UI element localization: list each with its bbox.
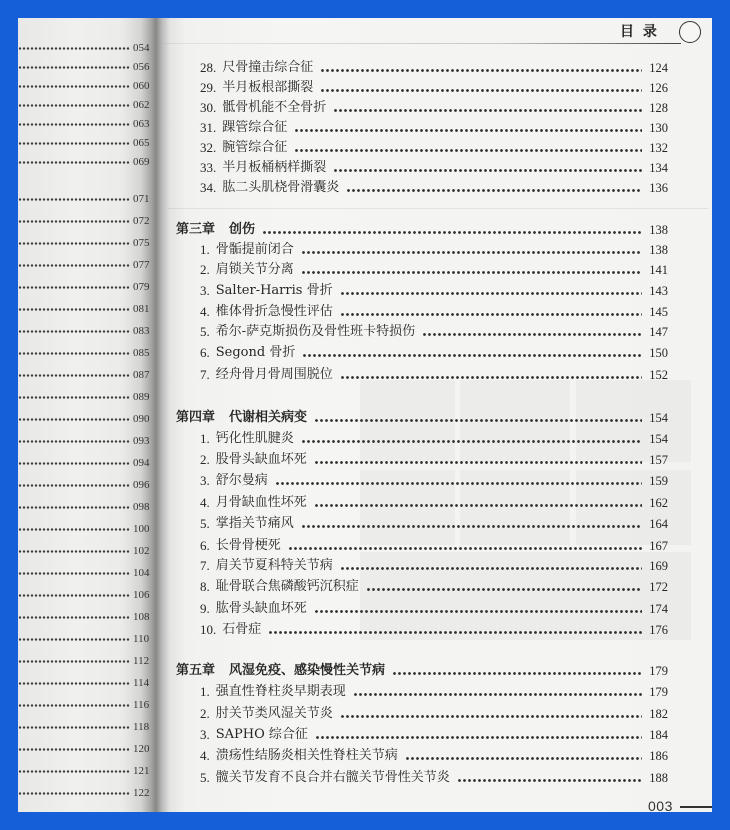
left-page-number: 096 xyxy=(133,479,150,491)
left-page-entry xyxy=(18,697,151,713)
entry-title: 希尔-萨克斯损伤及骨性班卡特损伤 xyxy=(215,324,416,339)
entry-number: 28. xyxy=(200,60,217,75)
toc-entry xyxy=(200,179,668,197)
dot-leader xyxy=(340,567,642,570)
dot-leader xyxy=(320,89,642,92)
left-page-entry xyxy=(18,477,151,493)
left-page-entry xyxy=(18,59,151,75)
left-page-entry xyxy=(18,301,151,317)
entry-number: 5. xyxy=(200,324,210,339)
dot-leader xyxy=(18,104,130,107)
dot-leader xyxy=(18,352,130,355)
left-page-entry xyxy=(18,97,151,113)
toc-entry xyxy=(200,159,668,177)
left-page-entry xyxy=(18,411,151,427)
dot-leader xyxy=(18,726,130,729)
entry-page-number: 134 xyxy=(649,161,668,175)
left-page-entry xyxy=(18,719,151,735)
dot-leader xyxy=(18,638,130,641)
entry-title: 钙化性肌腱炎 xyxy=(215,431,294,446)
dot-leader xyxy=(346,189,642,192)
dot-leader xyxy=(18,286,130,289)
left-page-number: 093 xyxy=(133,435,150,447)
chapter-heading xyxy=(176,409,668,427)
left-page-entry xyxy=(18,609,151,625)
dot-leader xyxy=(18,418,130,421)
dot-leader xyxy=(340,376,642,379)
left-page-number: 098 xyxy=(133,501,150,513)
dot-leader xyxy=(18,660,130,663)
left-page-number: 060 xyxy=(133,80,150,92)
entry-title: 舒尔曼病 xyxy=(215,473,268,488)
dot-leader xyxy=(18,770,130,773)
entry-page-number: 136 xyxy=(649,181,668,195)
dot-leader xyxy=(353,693,642,696)
chapter-number: 第三章 xyxy=(176,222,216,237)
dot-leader xyxy=(18,506,130,509)
left-page-entry xyxy=(18,135,151,151)
toc-entry xyxy=(200,621,668,639)
dot-leader xyxy=(301,251,642,254)
entry-number: 6. xyxy=(200,345,210,360)
left-page-number: 106 xyxy=(133,589,150,601)
entry-title: 踝管综合征 xyxy=(222,120,288,135)
dot-leader xyxy=(314,504,642,507)
entry-page-number: 184 xyxy=(649,728,668,742)
entry-number: 33. xyxy=(200,160,217,175)
entry-number: 7. xyxy=(200,367,210,382)
left-page-entry xyxy=(18,543,151,559)
chapter-number: 第五章 xyxy=(176,663,216,678)
toc-entry xyxy=(200,323,668,341)
dot-leader xyxy=(314,461,642,464)
dot-leader xyxy=(301,271,642,274)
dot-leader xyxy=(18,748,130,751)
toc-entry xyxy=(200,600,668,618)
left-page-number: 054 xyxy=(133,42,150,54)
toc-entry xyxy=(200,139,668,157)
dot-leader xyxy=(18,308,130,311)
left-page-entry xyxy=(18,367,151,383)
entry-page-number: 162 xyxy=(649,496,668,510)
entry-number: 1. xyxy=(200,684,210,699)
entry-number: 2. xyxy=(200,706,210,721)
entry-page-number: 128 xyxy=(649,101,668,115)
left-page-entry xyxy=(18,40,151,56)
left-page-number: 090 xyxy=(133,413,150,425)
left-page-entry xyxy=(18,587,151,603)
footer-page-number: 003 xyxy=(648,798,673,812)
entry-title: 尺骨撞击综合征 xyxy=(222,60,314,75)
left-page-number: 108 xyxy=(133,611,150,623)
entry-number: 4. xyxy=(200,495,210,510)
dot-leader xyxy=(301,440,642,443)
book-spread xyxy=(18,18,712,812)
footer-rule xyxy=(680,806,712,808)
entry-number: 1. xyxy=(200,431,210,446)
entry-page-number: 132 xyxy=(649,141,668,155)
dot-leader xyxy=(18,47,130,50)
left-page-number: 121 xyxy=(133,765,150,777)
dot-leader xyxy=(457,779,642,782)
entry-number: 4. xyxy=(200,748,210,763)
left-page-entry xyxy=(18,78,151,94)
entry-title: 石骨症 xyxy=(222,622,262,637)
toc-entry xyxy=(200,769,668,787)
entry-title: 髋关节发育不良合并右髋关节骨性关节炎 xyxy=(215,770,450,785)
dot-leader xyxy=(392,672,642,675)
entry-page-number: 182 xyxy=(649,707,668,721)
entry-title: 股骨头缺血坏死 xyxy=(215,452,307,467)
dot-leader xyxy=(18,484,130,487)
dot-leader xyxy=(301,525,642,528)
entry-title: 月骨缺血性坏死 xyxy=(215,495,307,510)
dot-leader xyxy=(18,330,130,333)
left-page-number: 112 xyxy=(133,655,150,667)
dot-leader xyxy=(18,123,130,126)
entry-title: 椎体骨折急慢性评估 xyxy=(215,304,333,319)
entry-page-number: 188 xyxy=(649,771,668,785)
entry-number: 31. xyxy=(200,120,217,135)
entry-title: 半月板桶柄样撕裂 xyxy=(222,160,327,175)
toc-entry xyxy=(200,282,668,300)
entry-title: 强直性脊柱炎早期表现 xyxy=(215,684,346,699)
entry-number: 9. xyxy=(200,601,210,616)
entry-number: 34. xyxy=(200,180,217,195)
dot-leader xyxy=(18,594,130,597)
entry-title: 掌指关节痛风 xyxy=(215,516,294,531)
entry-number: 5. xyxy=(200,770,210,785)
dot-leader xyxy=(294,149,642,152)
left-page-entry xyxy=(18,116,151,132)
entry-number: 10. xyxy=(200,622,217,637)
dot-leader xyxy=(18,264,130,267)
entry-title: 半月板根部撕裂 xyxy=(222,80,314,95)
dot-leader xyxy=(422,333,642,336)
left-page-entry xyxy=(18,279,151,295)
entry-page-number: 174 xyxy=(649,602,668,616)
toc-entry xyxy=(200,557,668,575)
left-page-number: 069 xyxy=(133,156,150,168)
toc-entry xyxy=(200,537,668,555)
toc-entry xyxy=(200,451,668,469)
toc-entry xyxy=(200,344,668,362)
entry-number: 3. xyxy=(200,283,210,298)
entry-page-number: 150 xyxy=(649,346,668,360)
entry-page-number: 143 xyxy=(649,284,668,298)
left-page-number: 056 xyxy=(133,61,150,73)
dot-leader xyxy=(340,292,642,295)
entry-page-number: 130 xyxy=(649,121,668,135)
entry-number: 3. xyxy=(200,473,210,488)
toc-entry xyxy=(200,303,668,321)
left-page-number: 110 xyxy=(133,633,150,645)
entry-number: 3. xyxy=(200,727,210,742)
entry-page-number: 172 xyxy=(649,580,668,594)
entry-number: 8. xyxy=(200,579,210,594)
header-circle-ornament xyxy=(679,21,701,43)
toc-entry xyxy=(200,578,668,596)
entry-number: 1. xyxy=(200,242,210,257)
left-page-entry xyxy=(18,499,151,515)
left-page-number: 085 xyxy=(133,347,150,359)
dot-leader xyxy=(18,396,130,399)
dot-leader xyxy=(18,66,130,69)
toc-entry xyxy=(200,515,668,533)
entry-title: 肩关节夏科特关节病 xyxy=(215,558,333,573)
entry-page-number: 154 xyxy=(649,432,668,446)
entry-number: 6. xyxy=(200,538,210,553)
entry-title: 骶骨机能不全骨折 xyxy=(222,100,327,115)
left-page-entry xyxy=(18,675,151,691)
dot-leader xyxy=(268,631,642,634)
entry-page-number: 179 xyxy=(649,685,668,699)
entry-title: 腕管综合征 xyxy=(222,140,288,155)
dot-leader xyxy=(333,169,642,172)
entry-title: 长骨骨梗死 xyxy=(215,538,281,553)
dot-leader xyxy=(340,313,642,316)
entry-title: 溃疡性结肠炎相关性脊柱关节病 xyxy=(215,748,398,763)
entry-page-number: 159 xyxy=(649,474,668,488)
left-page-number: 077 xyxy=(133,259,150,271)
dot-leader xyxy=(18,616,130,619)
toc-entry xyxy=(200,472,668,490)
dot-leader xyxy=(18,572,130,575)
toc-entry xyxy=(200,747,668,765)
dot-leader xyxy=(18,440,130,443)
toc-entry xyxy=(200,261,668,279)
left-page-number: 083 xyxy=(133,325,150,337)
dot-leader xyxy=(314,419,642,422)
left-page-entry xyxy=(18,455,151,471)
entry-title: Segond 骨折 xyxy=(215,345,296,360)
dot-leader xyxy=(366,588,642,591)
dot-leader xyxy=(18,682,130,685)
entry-page-number: 169 xyxy=(649,559,668,573)
left-page-entry xyxy=(18,521,151,537)
toc-entry xyxy=(200,366,668,384)
dot-leader xyxy=(18,220,130,223)
entry-page-number: 147 xyxy=(649,325,668,339)
left-page-entry xyxy=(18,433,151,449)
entry-title: 骨骺提前闭合 xyxy=(215,242,294,257)
entry-page-number: 138 xyxy=(649,243,668,257)
chapter-page-number: 138 xyxy=(649,223,668,237)
entry-number: 7. xyxy=(200,558,210,573)
toc-entry xyxy=(200,99,668,117)
left-page-entry xyxy=(18,235,151,251)
toc-entry xyxy=(200,494,668,512)
dot-leader xyxy=(18,462,130,465)
toc-entry xyxy=(200,119,668,137)
entry-title: 经舟骨月骨周围脱位 xyxy=(215,367,333,382)
left-page-number: 100 xyxy=(133,523,150,535)
dot-leader xyxy=(18,704,130,707)
toc-entry xyxy=(200,726,668,744)
entry-title: 肱二头肌桡骨滑囊炎 xyxy=(222,180,340,195)
chapter-title: 代谢相关病变 xyxy=(229,410,308,425)
dot-leader xyxy=(18,374,130,377)
dot-leader xyxy=(18,161,130,164)
entry-page-number: 186 xyxy=(649,749,668,763)
entry-number: 30. xyxy=(200,100,217,115)
left-page-number: 087 xyxy=(133,369,150,381)
dot-leader xyxy=(302,354,642,357)
left-page-number: 071 xyxy=(133,193,150,205)
entry-number: 32. xyxy=(200,140,217,155)
dot-leader xyxy=(320,69,642,72)
toc-entry xyxy=(200,705,668,723)
left-page-entry xyxy=(18,741,151,757)
dot-leader xyxy=(405,757,642,760)
bleed-through-line xyxy=(168,208,708,209)
dot-leader xyxy=(288,547,642,550)
left-page-number: 116 xyxy=(133,699,150,711)
left-page-entry xyxy=(18,565,151,581)
left-page-entry xyxy=(18,257,151,273)
entry-page-number: 157 xyxy=(649,453,668,467)
left-page-number: 120 xyxy=(133,743,150,755)
toc-entry xyxy=(200,241,668,259)
left-page-number: 118 xyxy=(133,721,150,733)
left-page-entry xyxy=(18,631,151,647)
left-page-entry xyxy=(18,785,151,801)
dot-leader xyxy=(315,736,642,739)
left-page-number: 122 xyxy=(133,787,150,799)
dot-leader xyxy=(333,109,642,112)
entry-title: SAPHO 综合征 xyxy=(215,727,308,742)
dot-leader xyxy=(275,482,642,485)
toc-entry xyxy=(200,430,668,448)
dot-leader xyxy=(18,85,130,88)
left-page-number: 094 xyxy=(133,457,150,469)
page-header-title: 目 录 xyxy=(620,24,659,40)
entry-page-number: 152 xyxy=(649,368,668,382)
entry-number: 5. xyxy=(200,516,210,531)
dot-leader xyxy=(18,528,130,531)
left-page-number: 072 xyxy=(133,215,150,227)
left-page-entry xyxy=(18,154,151,170)
left-page-number: 114 xyxy=(133,677,150,689)
entry-page-number: 141 xyxy=(649,263,668,277)
left-page-entry xyxy=(18,213,151,229)
toc-entry xyxy=(200,79,668,97)
dot-leader xyxy=(314,610,642,613)
chapter-title: 风湿免疫、感染慢性关节病 xyxy=(229,663,386,678)
left-page-entry xyxy=(18,763,151,779)
left-page-number: 075 xyxy=(133,237,150,249)
left-page xyxy=(18,18,151,812)
entry-title: 肘关节类风湿关节炎 xyxy=(215,706,333,721)
entry-number: 29. xyxy=(200,80,217,95)
entry-page-number: 167 xyxy=(649,539,668,553)
left-page-number: 102 xyxy=(133,545,150,557)
entry-title: 肱骨头缺血坏死 xyxy=(215,601,307,616)
chapter-heading xyxy=(176,662,668,680)
dot-leader xyxy=(262,231,642,234)
left-page-number: 079 xyxy=(133,281,150,293)
chapter-title: 创伤 xyxy=(229,222,256,237)
dot-leader xyxy=(18,550,130,553)
dot-leader xyxy=(294,129,642,132)
chapter-number: 第四章 xyxy=(176,410,216,425)
left-page-entry xyxy=(18,653,151,669)
dot-leader xyxy=(18,198,130,201)
entry-title: Salter-Harris 骨折 xyxy=(215,283,333,298)
dot-leader xyxy=(18,142,130,145)
entry-page-number: 145 xyxy=(649,305,668,319)
left-page-entry xyxy=(18,323,151,339)
entry-number: 2. xyxy=(200,262,210,277)
left-page-entry xyxy=(18,345,151,361)
left-page-number: 065 xyxy=(133,137,150,149)
left-page-number: 062 xyxy=(133,99,150,111)
dot-leader xyxy=(18,242,130,245)
left-page-number: 104 xyxy=(133,567,150,579)
entry-page-number: 164 xyxy=(649,517,668,531)
left-page-entry xyxy=(18,389,151,405)
left-page-number: 063 xyxy=(133,118,150,130)
chapter-page-number: 179 xyxy=(649,664,668,678)
toc-entry xyxy=(200,59,668,77)
left-page-number: 089 xyxy=(133,391,150,403)
dot-leader xyxy=(18,792,130,795)
entry-title: 肩锁关节分离 xyxy=(215,262,294,277)
chapter-heading xyxy=(176,221,668,239)
toc-entry xyxy=(200,683,668,701)
chapter-page-number: 154 xyxy=(649,411,668,425)
entry-page-number: 126 xyxy=(649,81,668,95)
entry-page-number: 176 xyxy=(649,623,668,637)
dot-leader xyxy=(340,715,642,718)
entry-title: 耻骨联合焦磷酸钙沉积症 xyxy=(215,579,359,594)
entry-page-number: 124 xyxy=(649,61,668,75)
header-rule xyxy=(165,43,681,44)
entry-number: 4. xyxy=(200,304,210,319)
entry-number: 2. xyxy=(200,452,210,467)
left-page-entry xyxy=(18,191,151,207)
left-page-number: 081 xyxy=(133,303,150,315)
